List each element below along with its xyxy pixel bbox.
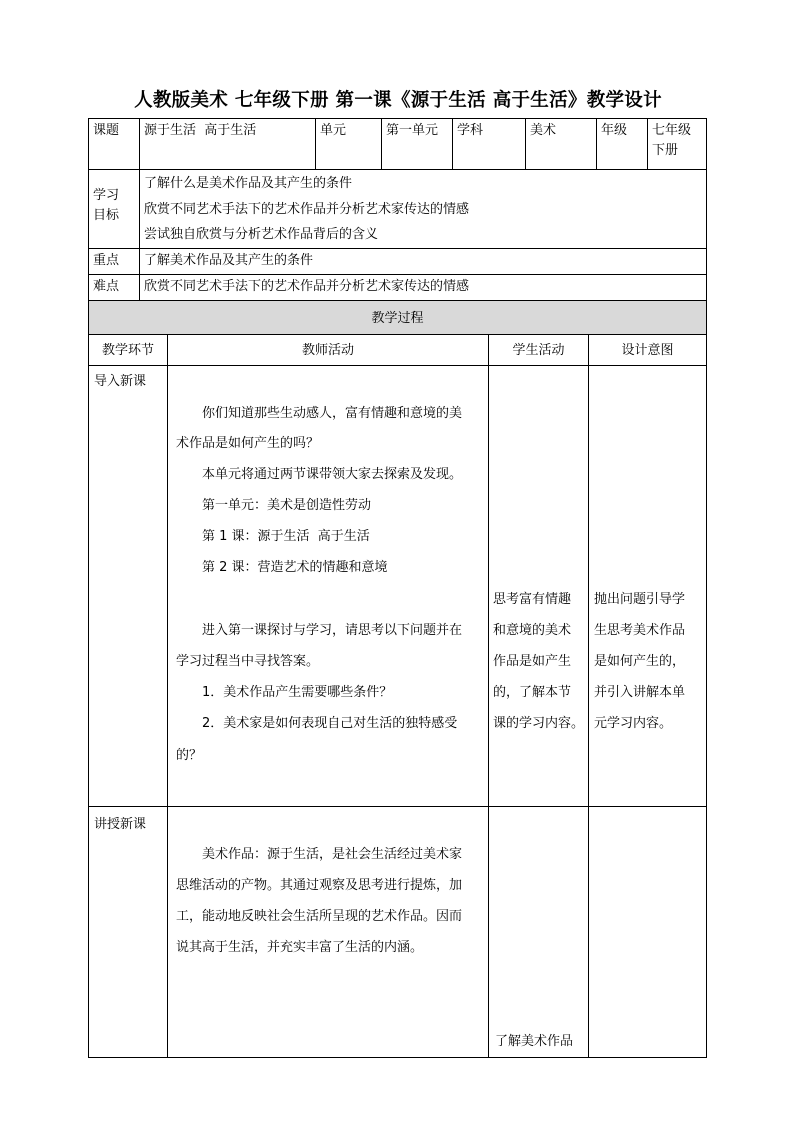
section-intro-student-cell (488, 365, 589, 807)
student-line: 和意境的美术 (493, 623, 572, 638)
teacher-line: 1．美术作品产生需要哪些条件？ (202, 685, 393, 700)
teacher-line: 工，能动地反映社会生活所呈现的艺术作品。因而 (176, 909, 463, 924)
unit-value: 第一单元 (386, 123, 439, 138)
column-header-stage (88, 334, 168, 366)
subject-value: 美术 (530, 123, 557, 138)
grade-value-line1: 七年级 (652, 123, 692, 138)
intent-line: 抛出问题引导学 (594, 592, 686, 607)
intent-line: 并引入讲解本单 (594, 685, 686, 700)
student-line: 的，了解本节 (493, 685, 572, 700)
intent-line: 生思考美术作品 (594, 623, 686, 638)
column-header-stage-label: 教学环节 (101, 343, 154, 358)
teacher-line: 第 1 课：源于生活 高于生活 (202, 529, 370, 544)
grade-value-cell (647, 118, 707, 170)
objective-item: 尝试独自欣赏与分析艺术作品背后的含义 (144, 227, 379, 242)
difficulty-label-cell (88, 274, 140, 301)
section-intro-stage: 导入新课 (94, 374, 147, 389)
column-header-student-label: 学生活动 (512, 343, 565, 358)
grade-value-line2: 下册 (652, 143, 679, 159)
objectives-label-cell (88, 169, 140, 249)
objective-item: 了解什么是美术作品及其产生的条件 (144, 176, 353, 191)
teacher-line: 第 2 课：营造艺术的情趣和意境 (202, 560, 388, 575)
process-header-label: 教学过程 (371, 311, 424, 326)
grade-label-cell (596, 118, 648, 170)
difficulty-value-cell (139, 274, 707, 301)
objectives-list (139, 169, 707, 249)
teacher-line: 的？ (176, 748, 203, 763)
unit-label-cell (315, 118, 382, 170)
teacher-line: 思维活动的产物。其通过观察及思考进行提炼，加 (176, 878, 463, 893)
section-lecture-intent-cell (588, 806, 707, 1058)
section-intro-intent-cell (588, 365, 707, 807)
objectives-label-line1: 学习 (93, 188, 120, 203)
teacher-line: 美术作品：源于生活，是社会生活经过美术家 (202, 847, 463, 862)
topic-value-cell (139, 118, 316, 170)
teacher-line: 你们知道那些生动感人，富有情趣和意境的美 (202, 406, 463, 421)
column-header-intent (588, 334, 707, 366)
subject-value-cell (525, 118, 597, 170)
student-line: 思考富有情趣 (493, 592, 572, 607)
teacher-line: 说其高于生活，并充实丰富了生活的内涵。 (176, 940, 424, 955)
intent-line: 是如何产生的， (594, 654, 686, 669)
document-title: 人教版美术 七年级下册 第一课《源于生活 高于生活》教学设计 (134, 90, 662, 111)
teacher-line: 进入第一课探讨与学习，请思考以下问题并在 (202, 623, 463, 638)
objective-item: 欣赏不同艺术手法下的艺术作品并分析艺术家传达的情感 (144, 201, 470, 217)
objectives-label-line2: 目标 (93, 208, 120, 224)
subject-label-cell (452, 118, 526, 170)
intent-line: 元学习内容。 (594, 716, 673, 731)
student-line: 了解美术作品 (495, 1034, 574, 1049)
teacher-line: 本单元将通过两节课带领大家去探索及发现。 (202, 467, 463, 482)
subject-label: 学科 (457, 123, 484, 138)
key-point-label-cell (88, 248, 140, 275)
student-line: 作品是如产生 (493, 654, 572, 669)
column-header-student (488, 334, 589, 366)
column-header-teacher-label: 教师活动 (301, 343, 354, 358)
key-point-value: 了解美术作品及其产生的条件 (144, 253, 314, 268)
section-lecture-student-cell (488, 806, 589, 1058)
teacher-line: 2．美术家是如何表现自己对生活的独特感受 (202, 716, 458, 731)
grade-label: 年级 (601, 123, 628, 138)
teacher-line: 第一单元：美术是创造性劳动 (202, 498, 372, 513)
teacher-line: 学习过程当中寻找答案。 (176, 654, 320, 669)
unit-value-cell (381, 118, 453, 170)
student-line: 课的学习内容。 (493, 716, 585, 731)
topic-label-cell (88, 118, 140, 170)
section-intro-teacher-cell (167, 365, 489, 807)
topic-label: 课题 (93, 123, 120, 138)
teacher-line: 术作品是如何产生的吗？ (176, 436, 320, 451)
section-lecture-stage-cell (88, 806, 168, 1058)
section-intro-stage-cell (88, 365, 168, 807)
key-point-value-cell (139, 248, 707, 275)
unit-label: 单元 (320, 123, 347, 138)
section-lecture-teacher-cell (167, 806, 489, 1058)
key-point-label: 重点 (93, 253, 120, 268)
section-lecture-stage: 讲授新课 (94, 817, 147, 832)
column-header-teacher (167, 334, 489, 366)
process-header (88, 300, 707, 335)
topic-value: 源于生活 高于生活 (144, 123, 257, 138)
column-header-intent-label: 设计意图 (621, 343, 674, 358)
difficulty-value: 欣赏不同艺术手法下的艺术作品并分析艺术家传达的情感 (144, 279, 470, 294)
difficulty-label: 难点 (93, 279, 120, 294)
